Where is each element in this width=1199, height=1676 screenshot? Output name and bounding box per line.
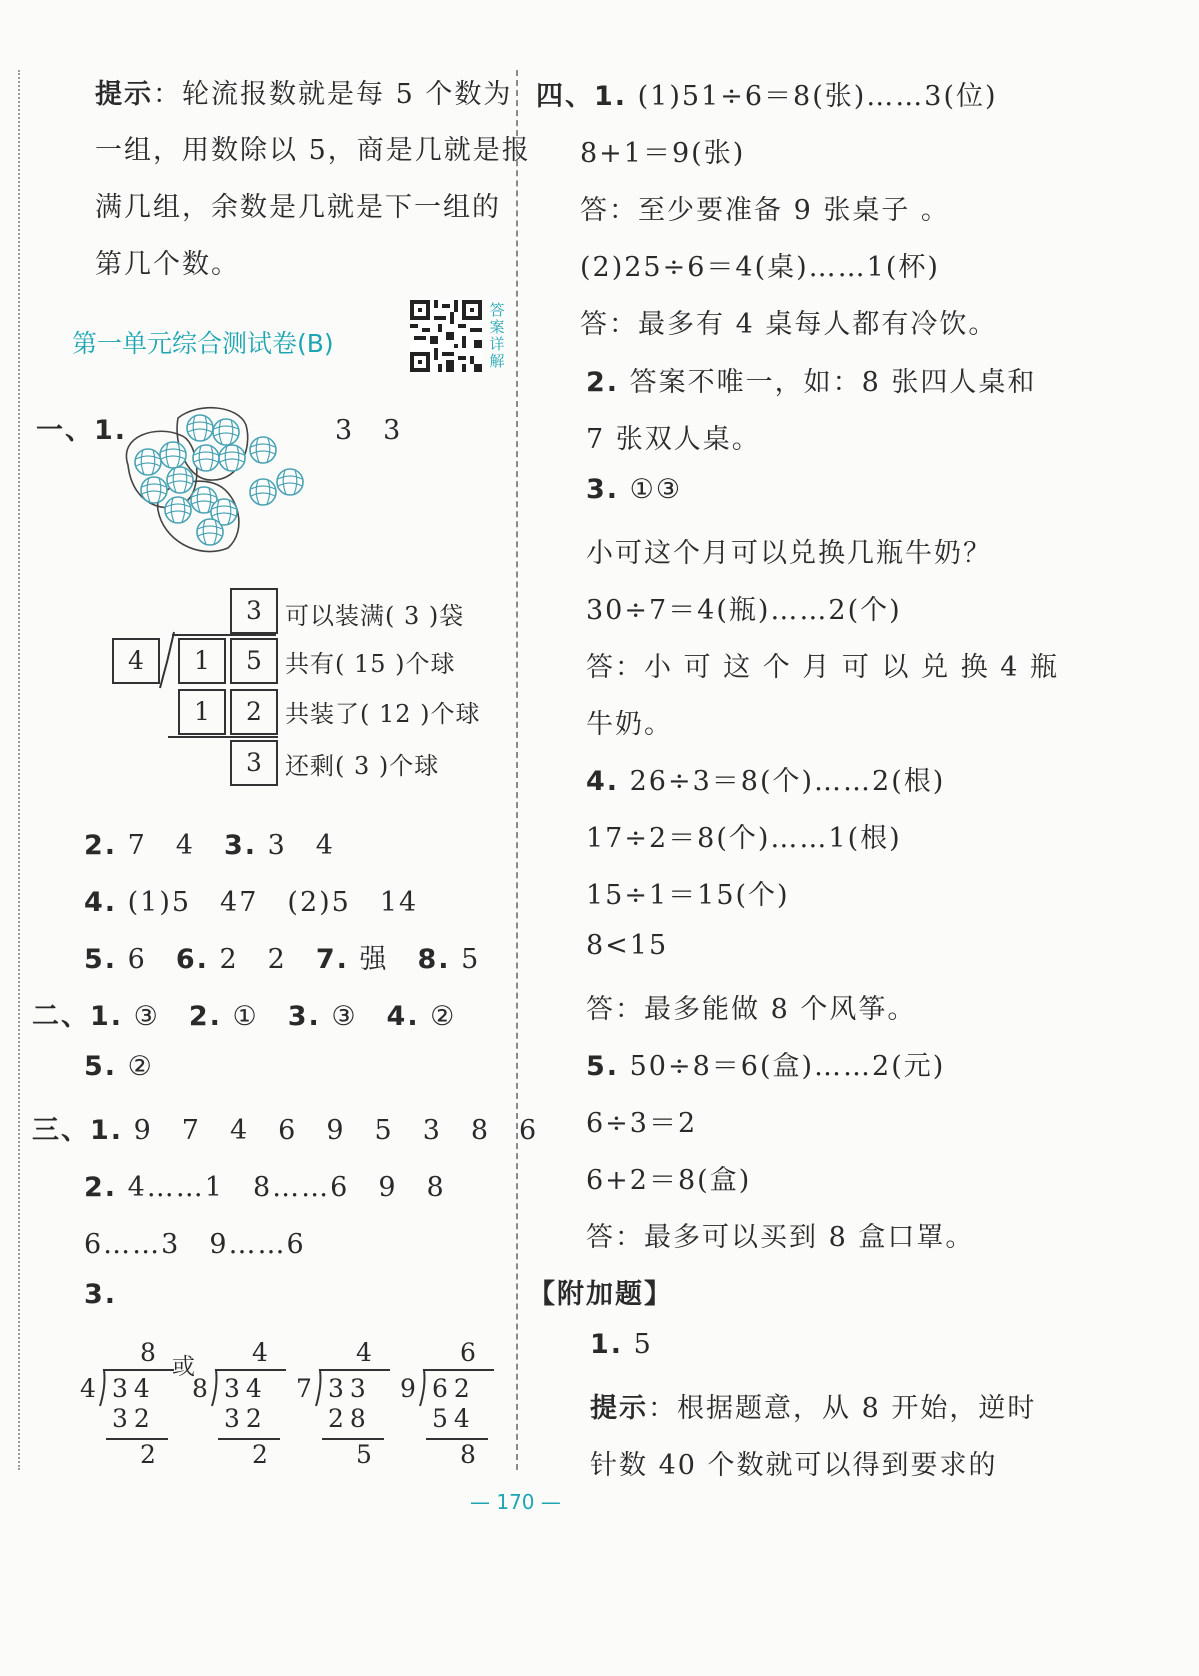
r-q3-line-4: 答：小 可 这 个 月 可 以 兑 换 4 瓶 [586,652,1060,683]
r-q1-line-2: 8+1＝9(张) [580,138,746,169]
division-label-3: 共装了( 12 )个球 [285,700,481,728]
r-q5-line-3: 6+2＝8(盒) [586,1165,752,1196]
division-bottom-line [168,736,278,738]
ld3-remainder: 5 [356,1440,378,1469]
ld4-remainder: 8 [460,1440,482,1469]
sec1-answer: 3 3 [335,415,403,446]
r-q1-line-1: 四、1. (1)51÷6＝8(张)……3(位) [536,81,998,112]
product-tens-box: 1 [178,689,226,735]
long-division-4 [400,1338,490,1468]
division-label-2: 共有( 15 )个球 [285,650,456,678]
ld1-divisor: 4 [80,1374,102,1403]
qr-label-3: 详 [489,335,505,353]
sec3-line-2: 2. 4……1 8……6 9 8 [84,1172,446,1203]
division-label-1: 可以装满( 3 )袋 [285,602,465,630]
extra-title: 【附加题】 [528,1279,673,1310]
hint-line-4: 第几个数。 [95,249,240,280]
r-q3-line-5: 牛奶。 [586,709,673,740]
sec1-line-5: 5. 6 6. 2 2 7. 强 8. 5 [84,944,481,975]
ld4-quotient: 6 [460,1338,482,1367]
extra-hint-line-2: 针数 40 个数就可以得到要求的 [590,1450,998,1481]
remainder-box: 3 [230,740,278,786]
r-q1-line-5: 答：最多有 4 桌每人都有冷饮。 [580,309,998,340]
ld1-dividend: 34 [112,1374,156,1403]
sec3-line-3: 6……3 9……6 [84,1229,306,1260]
hint-label: 提示 [95,79,153,110]
ld2-dividend: 34 [224,1374,268,1403]
ld4-dividend: 62 [432,1374,476,1403]
product-ones-box: 2 [230,689,278,735]
r-q2-line-1: 2. 答案不唯一，如：8 张四人桌和 [586,367,1037,398]
r-q4-line-1: 4. 26÷3＝8(个)……2(根) [586,766,946,797]
divisor-box: 4 [112,638,160,684]
ld3-divisor: 7 [296,1374,318,1403]
ld4-divisor: 9 [400,1374,422,1403]
ld4-product: 54 [432,1404,476,1433]
division-label-4: 还剩( 3 )个球 [285,752,440,780]
r-q2-line-2: 7 张双人桌。 [586,424,761,455]
ld3-dividend: 33 [328,1374,372,1403]
ld2-remainder: 2 [252,1440,274,1469]
r-q5-line-4: 答：最多可以买到 8 盒口罩。 [586,1222,975,1253]
ld3-product: 28 [328,1404,372,1433]
long-division-1 [80,1338,170,1468]
dividend-ones-box: 5 [230,638,278,684]
hint-line-1: 提示：轮流报数就是每 5 个数为 [95,79,513,110]
extra-hint-line-1: 提示：根据题意，从 8 开始，逆时 [590,1393,1037,1424]
column-divider [516,70,518,1470]
ld2-divisor: 8 [192,1374,214,1403]
r-q3-line-1: 3. ①③ [586,474,683,505]
r-q4-line-5: 答：最多能做 8 个风筝。 [586,994,917,1025]
r-q3-line-3: 30÷7＝4(瓶)……2(个) [586,595,902,626]
qr-label-1: 答 [489,301,505,319]
dividend-tens-box: 1 [178,638,226,684]
sec3-or: 或 [172,1354,197,1380]
qr-label-2: 案 [489,318,505,336]
ld1-remainder: 2 [140,1440,162,1469]
division-top-line [172,634,276,636]
page-number: — 170 — [470,1490,561,1514]
r-q4-line-4: 8<15 [586,930,669,961]
quotient-box: 3 [230,588,278,634]
qr-code[interactable] [410,300,482,372]
division-bracket [158,630,178,690]
sec2-line-2: 5. ② [84,1051,154,1082]
extra-q1: 1. 5 [590,1329,653,1360]
left-margin-dotted-line [18,70,20,1470]
ld1-quotient: 8 [140,1338,162,1367]
r-q3-line-2: 小可这个月可以兑换几瓶牛奶？ [586,538,992,569]
sec1-heading: 一、1. [36,415,128,446]
long-division-2 [192,1338,282,1468]
ld1-product: 32 [112,1404,156,1433]
long-division-3 [296,1338,386,1468]
ball-grouping-illustration [118,400,313,555]
r-q5-line-1: 5. 50÷8＝6(盒)……2(元) [586,1051,946,1082]
r-q1-line-4: (2)25÷6＝4(桌)……1(杯) [580,252,940,283]
sec2-line-1: 二、1. ③ 2. ① 3. ③ 4. ② [32,1001,457,1032]
r-q5-line-2: 6÷3＝2 [586,1108,698,1139]
sec1-line-2: 2. 7 4 3. 3 4 [84,830,335,861]
ld2-product: 32 [224,1404,268,1433]
sec3-q3: 3. [84,1279,118,1310]
hint-line-3: 满几组，余数是几就是下一组的 [95,192,501,223]
r-q1-line-3: 答：至少要准备 9 张桌子 。 [580,195,950,226]
hint-line-2: 一组，用数除以 5，商是几就是报 [95,135,531,166]
ld2-quotient: 4 [252,1338,274,1367]
sec1-line-4: 4. (1)5 47 (2)5 14 [84,887,419,918]
r-q4-line-2: 17÷2＝8(个)……1(根) [586,823,902,854]
test-title: 第一单元综合测试卷(B) [72,329,334,358]
ld3-quotient: 4 [356,1338,378,1367]
sec3-line-1: 三、1. 9 7 4 6 9 5 3 8 6 [32,1115,539,1146]
qr-label-4: 解 [489,352,505,370]
r-q4-line-3: 15÷1＝15(个) [586,880,790,911]
